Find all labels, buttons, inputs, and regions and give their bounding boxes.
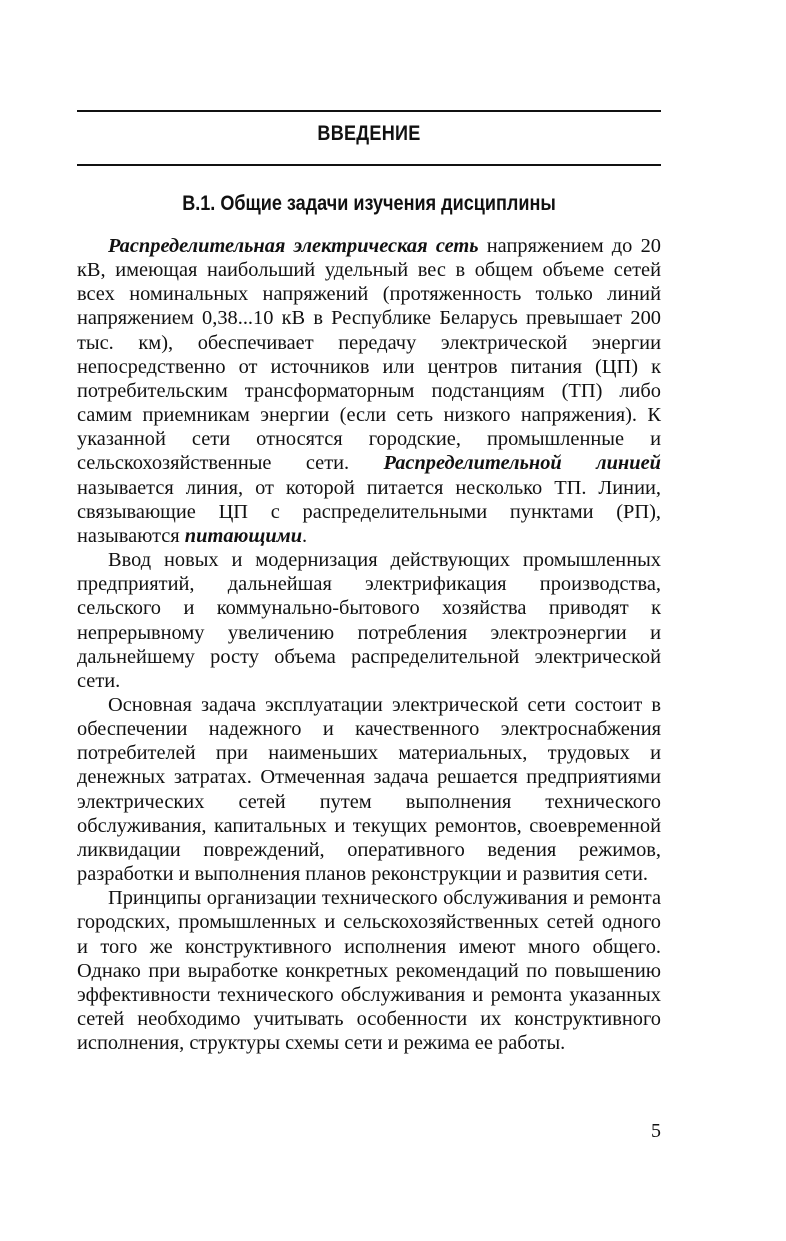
section-title: В.1. Общие задачи изучения дисциплины xyxy=(182,192,556,215)
term-feeding: питающими xyxy=(184,524,303,547)
paragraph-1-text-c: . xyxy=(302,524,308,547)
bottom-rule xyxy=(77,164,661,166)
paragraph-1 xyxy=(77,234,661,548)
page-number: 5 xyxy=(651,1120,661,1142)
paragraph-4: Принципы организации технического обслуживания и ремонта городских, промышленных и сельскохозяйственных сетей одного и того же конструктивного исполнения имеют много общего. Однако при выработке конкретных рекомендаций по повышению эффективности технического обслуживания и ремонта указанных сетей необходимо учитывать особенности их конструктивного исполнения, структуры схемы сети и режима ее работы. xyxy=(77,887,661,1055)
paragraph-3: Основная задача эксплуатации электрической сети состоит в обеспечении надежного и качественного электроснабжения потребителей при наименьших материальных, трудовых и денежных затратах. Отмеченная задача решается предприятиями электрических сетей путем выполнения технического обслуживания, капитальных и текущих ремонтов, своевременной ликвидации повреждений, оперативного ведения режимов, разработки и выполнения планов реконструкции и развития сети. xyxy=(77,693,661,886)
paragraph-1-text-b: называется линия, от которой питается несколько ТП. Линии, связывающие ЦП с распределительными пунктами (РП), называются xyxy=(77,476,661,547)
term-distribution-line: Распределительной линией xyxy=(383,452,661,475)
paragraph-2: Ввод новых и модернизация действующих промышленных предприятий, дальнейшая электрификация производства, сельского и коммунально-бытового хозяйства приводят к непрерывному увеличению потребления электроэнергии и дальнейшему росту объема распределительной электрической сети. xyxy=(77,549,661,692)
paragraph-1-text-a: напряжением до 20 кВ, имеющая наибольший удельный вес в общем объеме сетей всех номинальных напряжений (протяженность только линий напряжением 0,38...10 кВ в Республике Беларусь превышает 200 тыс. км), обеспечивает передачу электрической энергии непосредственно от источников или центров питания (ЦП) к потребительским трансформаторным подстанциям (ТП) либо самим приемникам энергии (если сеть низкого напряжения). К указанной сети относятся городские, промышленные и сельскохозяйственные сети. xyxy=(77,235,661,475)
book-page xyxy=(77,0,661,1241)
chapter-title: ВВЕДЕНИЕ xyxy=(317,122,421,145)
top-rule xyxy=(77,110,661,112)
term-distribution-network: Распределительная электрическая сеть xyxy=(108,235,479,257)
body-text xyxy=(77,234,661,1055)
